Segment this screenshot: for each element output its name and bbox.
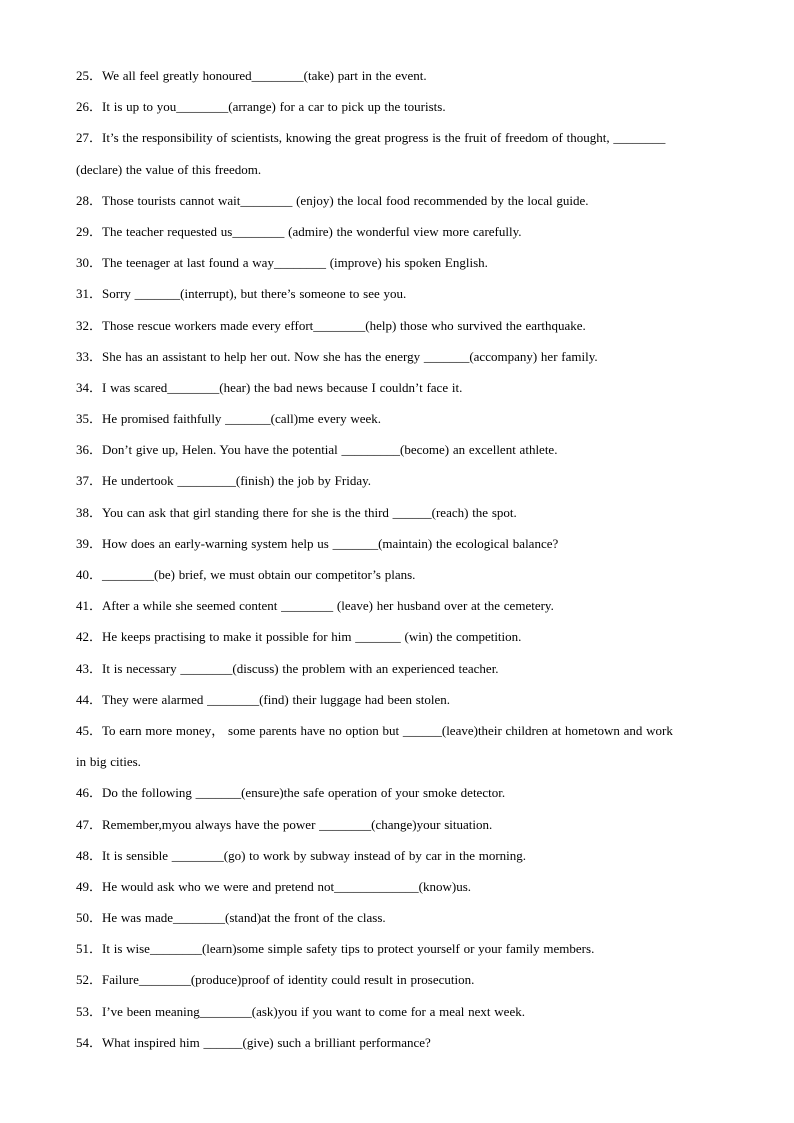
item-text: Do the following _______(ensure)the safe operation of your smoke detector.: [102, 785, 506, 801]
exercise-item-47: [76, 815, 722, 846]
item-number: 51．: [76, 941, 103, 957]
item-text: (declare) the value of this freedom.: [76, 161, 262, 177]
item-text: He promised faithfully _______(call)me every week.: [102, 411, 382, 427]
exercise-item-34: [76, 378, 722, 409]
item-number: 52．: [76, 972, 103, 988]
item-number: 30．: [76, 255, 103, 271]
exercise-item-43: [76, 659, 722, 690]
item-number: 27．: [76, 130, 103, 146]
exercise-item-29: [76, 222, 722, 253]
item-text: He was made________(stand)at the front of the class.: [102, 910, 386, 926]
item-text: You can ask that girl standing there for she is the third ______(reach) the spot.: [102, 504, 517, 520]
item-text: He undertook _________(finish) the job by Friday.: [102, 473, 371, 489]
item-number: 28．: [76, 192, 103, 208]
item-number: 49．: [76, 878, 103, 894]
item-number: 34．: [76, 379, 103, 395]
item-number: 44．: [76, 691, 103, 707]
exercise-item-28: [76, 191, 722, 222]
exercise-item-52: [76, 970, 722, 1001]
exercise-item-53: [76, 1002, 722, 1033]
exercise-item-30: [76, 253, 722, 284]
item-text: Sorry _______(interrupt), but there’s someone to see you.: [102, 286, 407, 302]
exercise-item-45-continued: [76, 752, 722, 783]
item-text: Those tourists cannot wait________ (enjoy) the local food recommended by the local guide.: [102, 192, 589, 208]
item-number: 38．: [76, 504, 103, 520]
item-text: It is necessary ________(discuss) the problem with an experienced teacher.: [102, 660, 499, 676]
item-number: 31．: [76, 286, 103, 302]
item-number: 32．: [76, 317, 103, 333]
item-text: To earn more money， some parents have no option but ______(leave)their children at hometown and work: [102, 722, 673, 738]
item-number: 47．: [76, 816, 103, 832]
exercise-item-50: [76, 908, 722, 939]
exercise-item-33: [76, 347, 722, 378]
item-number: 29．: [76, 223, 103, 239]
item-number: 36．: [76, 442, 103, 458]
item-number: 40．: [76, 567, 103, 582]
exercise-item-46: [76, 783, 722, 814]
item-number: 39．: [76, 535, 103, 551]
exercise-item-42: [76, 627, 722, 658]
item-text: in big cities.: [76, 754, 141, 770]
item-text: It’s the responsibility of scientists, knowing the great progress is the fruit of freedom of thought, ________: [102, 130, 666, 146]
item-number: 26．: [76, 99, 103, 115]
exercise-item-31: [76, 284, 722, 315]
item-number: 54．: [76, 1034, 103, 1050]
item-text: What inspired him ______(give) such a brilliant performance?: [102, 1034, 431, 1050]
exercise-item-40: [76, 565, 722, 596]
item-text: I was scared________(hear) the bad news because I couldn’t face it.: [102, 379, 463, 395]
item-number: 50．: [76, 910, 103, 926]
item-text: Failure________(produce)proof of identity could result in prosecution.: [102, 972, 475, 988]
item-number: 25．: [76, 68, 103, 83]
exercise-item-38: [76, 503, 722, 534]
item-text: I’ve been meaning________(ask)you if you want to come for a meal next week.: [102, 1003, 525, 1019]
item-number: 45．: [76, 722, 103, 738]
item-text: He would ask who we were and pretend not_____________(know)us.: [102, 878, 472, 894]
item-text: They were alarmed ________(find) their luggage had been stolen.: [102, 691, 451, 707]
exercise-item-48: [76, 846, 722, 877]
item-number: 33．: [76, 348, 103, 364]
exercise-item-37: [76, 471, 722, 502]
exercise-list: [76, 66, 722, 1064]
exercise-item-32: [76, 316, 722, 347]
item-number: 46．: [76, 785, 103, 801]
exercise-item-39: [76, 534, 722, 565]
item-text: Those rescue workers made every effort________(help) those who survived the earthquake.: [102, 317, 586, 333]
item-text: ________(be) brief, we must obtain our competitor’s plans.: [102, 567, 416, 582]
exercise-item-44: [76, 690, 722, 721]
exercise-item-35: [76, 409, 722, 440]
item-text: He keeps practising to make it possible for him _______ (win) the competition.: [102, 629, 522, 645]
exercise-item-27-continued: [76, 160, 722, 191]
item-number: 35．: [76, 411, 103, 427]
exercise-item-41: [76, 596, 722, 627]
item-text: Remember,myou always have the power ________(change)your situation.: [102, 816, 493, 832]
item-text: How does an early-warning system help us _______(maintain) the ecological balance?: [102, 535, 559, 551]
item-number: 48．: [76, 847, 103, 863]
exercise-item-49: [76, 877, 722, 908]
item-text: We all feel greatly honoured________(take) part in the event.: [102, 68, 427, 83]
item-text: Don’t give up, Helen. You have the potential _________(become) an excellent athlete.: [102, 442, 558, 458]
exercise-item-36: [76, 440, 722, 471]
exercise-item-45: [76, 721, 722, 752]
item-text: It is wise________(learn)some simple safety tips to protect yourself or your family members.: [102, 941, 595, 957]
item-number: 43．: [76, 660, 103, 676]
item-number: 37．: [76, 473, 103, 489]
exercise-item-54: [76, 1033, 722, 1064]
exercise-item-51: [76, 939, 722, 970]
exercise-item-27: [76, 128, 722, 159]
item-text: After a while she seemed content ________ (leave) her husband over at the cemetery.: [102, 598, 554, 614]
exercise-item-26: [76, 97, 722, 128]
item-number: 42．: [76, 629, 103, 645]
exercise-item-25: [76, 66, 722, 97]
item-number: 41．: [76, 598, 103, 614]
item-text: It is up to you________(arrange) for a car to pick up the tourists.: [102, 99, 446, 115]
item-text: The teacher requested us________ (admire) the wonderful view more carefully.: [102, 223, 522, 239]
item-text: It is sensible ________(go) to work by subway instead of by car in the morning.: [102, 847, 527, 863]
item-text: The teenager at last found a way________ (improve) his spoken English.: [102, 255, 488, 271]
item-number: 53．: [76, 1003, 103, 1019]
item-text: She has an assistant to help her out. Now she has the energy _______(accompany) her family.: [102, 348, 598, 364]
